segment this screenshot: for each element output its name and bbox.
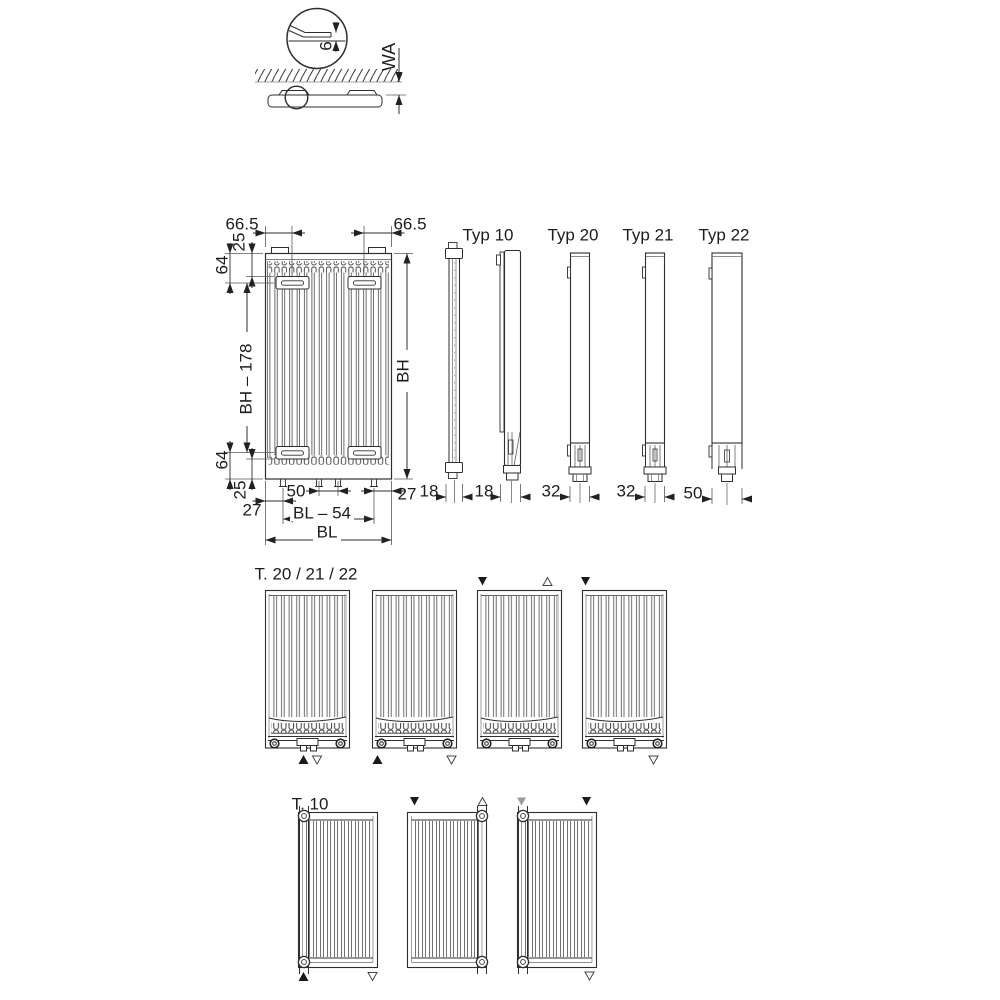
variant-3-radiator (518, 813, 597, 968)
label-typ10: Typ 10 (462, 225, 514, 245)
filled-down-triangle-icon (478, 577, 487, 586)
dim-top-25: 25 (229, 232, 249, 252)
variant-1-radiator (299, 813, 378, 968)
side-view-typ22 (702, 253, 752, 505)
open-up-triangle-icon (543, 578, 552, 586)
dim-bottom-25: 25 (230, 480, 250, 500)
dim-depth-typ10: 18 (474, 481, 494, 501)
filled-down-triangle-icon (582, 797, 591, 806)
filled-up-triangle-icon (299, 755, 309, 764)
dim-depth-typ21: 32 (616, 481, 636, 501)
dim-build-length: BL (314, 524, 341, 541)
row-label-typ10: T. 10 (291, 794, 329, 814)
dim-bottom-64: 64 (212, 450, 232, 470)
front-view (266, 248, 392, 487)
label-typ21: Typ 21 (622, 225, 674, 245)
dim-conn-span: BL – 54 (290, 505, 354, 522)
label-typ22: Typ 22 (698, 225, 750, 245)
dim-build-height: BH (393, 359, 413, 383)
dim-conn-spacing: 50 (286, 481, 306, 501)
dim-depth-plain: 18 (419, 481, 439, 501)
dim-bracket-span: BH – 178 (236, 343, 256, 415)
open-down-triangle-icon (313, 756, 322, 764)
open-down-triangle-icon (649, 756, 658, 764)
label-typ20: Typ 20 (547, 225, 599, 245)
variant-4-radiator (583, 591, 667, 752)
dim-depth-typ20: 32 (541, 481, 561, 501)
wall-distance-label: WA (379, 42, 399, 72)
side-view-typ10 (491, 251, 531, 504)
magnifier-circle (287, 9, 347, 69)
open-up-triangle-icon (478, 798, 487, 806)
filled-up-triangle-icon (373, 755, 383, 764)
dim-conn-offset-left: 27 (242, 500, 262, 520)
dim-top-64: 64 (212, 255, 232, 275)
open-down-triangle-icon (447, 756, 456, 764)
open-down-triangle-icon (585, 972, 594, 980)
variant-2-radiator (373, 591, 457, 752)
filled-down-triangle-icon (410, 797, 419, 806)
variant-3-radiator (478, 591, 562, 752)
variant-2-radiator (408, 813, 487, 968)
dim-bracket-offset-right: 66.5 (393, 214, 427, 234)
variant-1-radiator (266, 591, 350, 752)
side-view-typ20 (560, 253, 600, 503)
variant-row-typ202122 (266, 577, 667, 764)
dim-bracket-offset-left: 66.5 (225, 214, 259, 234)
dim-conn-offset-right: 27 (397, 484, 417, 504)
dim-depth-typ22: 50 (683, 483, 703, 503)
row-label-typ202122: T. 20 / 21 / 22 (254, 564, 358, 584)
gray-down-triangle-icon (517, 798, 526, 806)
open-down-triangle-icon (368, 973, 377, 981)
filled-down-triangle-icon (581, 577, 590, 586)
detail-gap-dimension: 6 (316, 41, 336, 51)
side-view-plain (436, 243, 473, 504)
variant-row-typ10 (298, 797, 596, 981)
side-view-typ21 (635, 253, 675, 503)
